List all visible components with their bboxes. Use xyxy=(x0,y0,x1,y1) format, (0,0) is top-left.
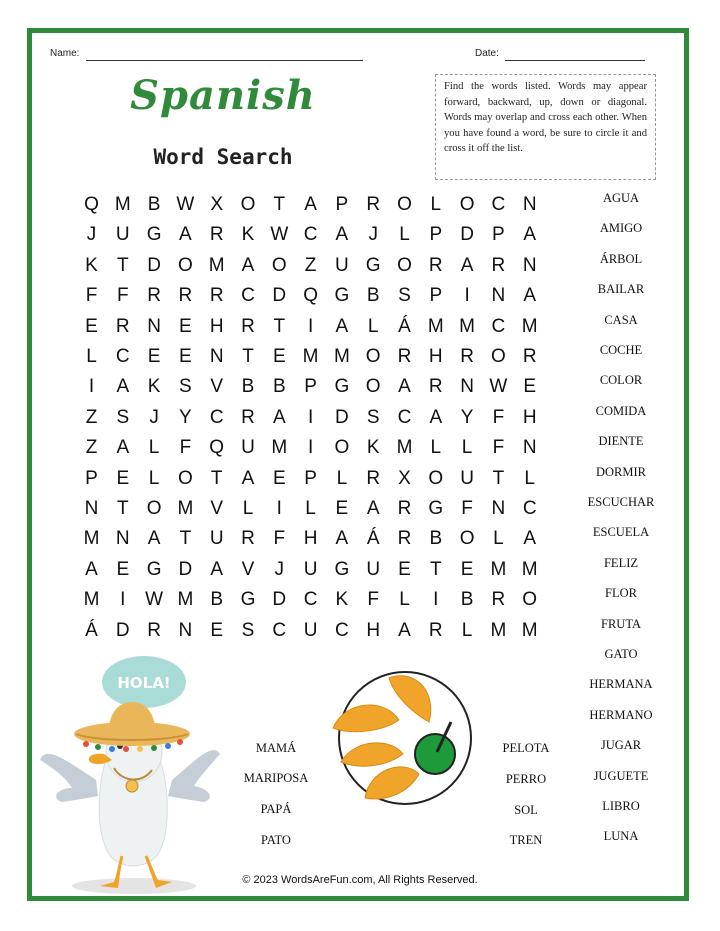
grid-letter[interactable]: M xyxy=(302,346,319,367)
grid-letter[interactable]: D xyxy=(178,558,193,580)
grid-letter[interactable]: C xyxy=(397,406,412,428)
name-line xyxy=(86,60,363,61)
grid-letter[interactable]: X xyxy=(398,467,411,489)
word-list-item: HERMANA xyxy=(589,677,653,692)
grid-letter[interactable]: F xyxy=(492,406,505,428)
grid-letter[interactable]: M xyxy=(208,254,225,276)
grid-letter[interactable]: V xyxy=(210,498,224,519)
grid-letter[interactable]: S xyxy=(116,406,130,428)
grid-letter[interactable]: O xyxy=(178,254,193,276)
grid-letter[interactable]: F xyxy=(273,528,286,550)
grid-letter[interactable]: A xyxy=(116,437,130,459)
grid-letter[interactable]: B xyxy=(241,376,255,398)
grid-letter[interactable]: R xyxy=(241,528,255,550)
grid-letter[interactable]: R xyxy=(397,498,412,519)
grid-letter[interactable]: L xyxy=(86,346,97,367)
grid-letter[interactable]: I xyxy=(307,437,314,459)
word-list-item: LIBRO xyxy=(602,799,640,813)
grid-letter[interactable]: A xyxy=(523,528,537,550)
word-list-item: COLOR xyxy=(599,373,643,388)
grid-letter[interactable]: I xyxy=(276,498,282,519)
grid-letter[interactable]: I xyxy=(464,285,470,307)
grid-letter[interactable]: G xyxy=(146,558,162,580)
word-perro: PERRO xyxy=(505,772,547,786)
grid-letter[interactable]: M xyxy=(83,589,100,611)
grid-letter[interactable]: C xyxy=(335,619,349,641)
grid-letter[interactable]: U xyxy=(209,528,224,550)
word-mariposa: MARIPOSA xyxy=(243,771,309,785)
grid-letter[interactable]: A xyxy=(335,224,349,246)
grid-letter[interactable]: O xyxy=(459,528,475,550)
empanada-plate-illustration xyxy=(325,658,475,808)
grid-letter[interactable]: A xyxy=(179,224,192,246)
grid-letter[interactable]: B xyxy=(272,376,286,398)
grid-letter[interactable]: W xyxy=(145,589,164,611)
grid-letter[interactable]: Z xyxy=(304,254,317,276)
grid-letter[interactable]: C xyxy=(491,194,506,215)
grid-letter[interactable]: D xyxy=(460,224,474,246)
copyright-footer: © 2023 WordsAreFun.com, All Rights Reserved. xyxy=(242,874,478,886)
page-subtitle: Word Search xyxy=(153,145,293,169)
grid-letter[interactable]: R xyxy=(241,315,255,337)
grid-letter[interactable]: P xyxy=(304,376,317,398)
word-mama: MAMÁ xyxy=(255,741,297,755)
grid-letter[interactable]: M xyxy=(271,437,288,459)
grid-letter[interactable]: B xyxy=(147,194,161,215)
grid-letter[interactable]: L xyxy=(367,315,379,337)
grid-letter[interactable]: D xyxy=(115,619,130,641)
grid-letter[interactable]: L xyxy=(242,498,254,519)
grid-letter[interactable]: R xyxy=(397,528,412,550)
grid-letter[interactable]: R xyxy=(209,285,224,307)
grid-letter[interactable]: E xyxy=(116,467,130,489)
grid-letter[interactable]: B xyxy=(210,589,224,611)
grid-letter[interactable]: D xyxy=(272,589,287,611)
grid-letter[interactable]: S xyxy=(179,376,192,398)
grid-letter[interactable]: K xyxy=(147,376,161,398)
grid-letter[interactable]: C xyxy=(209,406,224,428)
duck-sombrero-illustration xyxy=(36,650,226,900)
grid-letter[interactable]: G xyxy=(334,558,350,580)
grid-letter[interactable]: M xyxy=(521,315,538,337)
grid-letter[interactable]: E xyxy=(272,467,286,489)
grid-letter[interactable]: Á xyxy=(366,528,380,550)
grid-letter[interactable]: A xyxy=(335,528,349,550)
grid-letter[interactable]: O xyxy=(365,376,381,398)
grid-letter[interactable]: Z xyxy=(85,437,98,459)
grid-letter[interactable]: F xyxy=(367,589,379,611)
grid-letter[interactable]: E xyxy=(179,315,192,337)
grid-letter[interactable]: S xyxy=(366,406,380,428)
grid-letter[interactable]: F xyxy=(179,437,192,459)
grid-letter[interactable]: K xyxy=(366,437,380,459)
grid-letter[interactable]: I xyxy=(307,406,314,428)
grid-letter[interactable]: A xyxy=(429,406,443,428)
grid-letter[interactable]: M xyxy=(490,558,507,580)
word-list-item: GATO xyxy=(604,647,638,661)
grid-letter[interactable]: F xyxy=(116,285,129,307)
grid-letter[interactable]: R xyxy=(366,467,381,489)
grid-letter[interactable]: R xyxy=(428,254,443,276)
grid-letter[interactable]: R xyxy=(428,619,443,641)
grid-letter[interactable]: D xyxy=(335,406,349,428)
grid-letter[interactable]: M xyxy=(521,619,538,641)
grid-letter[interactable]: C xyxy=(491,315,506,337)
grid-letter[interactable]: R xyxy=(147,285,161,307)
grid-letter[interactable]: A xyxy=(210,558,224,580)
grid-letter[interactable]: O xyxy=(271,254,287,276)
grid-letter[interactable]: F xyxy=(85,285,98,307)
grid-letter[interactable]: E xyxy=(179,346,192,367)
word-pato: PATO xyxy=(261,833,291,847)
grid-letter[interactable]: W xyxy=(489,376,508,398)
grid-letter[interactable]: E xyxy=(85,315,98,337)
grid-letter[interactable]: O xyxy=(240,194,256,215)
grid-letter[interactable]: O xyxy=(146,498,162,519)
word-list-item: ESCUCHAR xyxy=(587,495,655,509)
grid-letter[interactable]: N xyxy=(491,498,506,519)
grid-letter[interactable]: E xyxy=(335,498,349,519)
grid-letter[interactable]: N xyxy=(460,376,474,398)
grid-letter[interactable]: O xyxy=(491,346,506,367)
grid-letter[interactable]: A xyxy=(147,528,161,550)
grid-letter[interactable]: A xyxy=(366,498,380,519)
grid-letter[interactable]: E xyxy=(210,619,224,641)
grid-letter[interactable]: A xyxy=(398,619,411,641)
grid-letter[interactable]: R xyxy=(366,194,381,215)
word-list-item: JUGUETE xyxy=(593,768,649,783)
grid-letter[interactable]: O xyxy=(522,589,538,611)
word-list-item: LUNA xyxy=(603,829,639,844)
grid-letter[interactable]: M xyxy=(83,528,100,550)
grid-letter[interactable]: R xyxy=(491,589,506,611)
grid-letter[interactable]: O xyxy=(397,194,412,215)
grid-letter[interactable]: R xyxy=(428,376,443,398)
grid-letter[interactable]: S xyxy=(241,619,255,641)
salsa-bowl-icon xyxy=(415,734,455,774)
grid-letter[interactable]: N xyxy=(84,498,99,519)
grid-letter[interactable]: O xyxy=(459,194,475,215)
word-list-item: HERMANO xyxy=(589,707,653,722)
grid-letter[interactable]: Q xyxy=(84,194,99,215)
grid-letter[interactable]: V xyxy=(241,558,255,580)
grid-letter[interactable]: C xyxy=(522,498,537,519)
grid-letter[interactable]: K xyxy=(85,254,98,276)
grid-letter[interactable]: N xyxy=(209,346,224,367)
grid-letter[interactable]: W xyxy=(176,194,195,215)
grid-letter[interactable]: N xyxy=(522,194,537,215)
date-line xyxy=(505,60,645,61)
word-tren: TREN xyxy=(509,833,543,847)
grid-letter[interactable]: T xyxy=(273,315,286,337)
grid-letter[interactable]: P xyxy=(429,285,443,307)
grid-letter[interactable]: J xyxy=(149,406,159,428)
grid-letter[interactable]: T xyxy=(116,254,129,276)
word-list-item: COCHE xyxy=(599,343,643,357)
grid-letter[interactable]: T xyxy=(116,498,129,519)
grid-letter[interactable]: R xyxy=(491,254,506,276)
grid-letter[interactable]: F xyxy=(461,498,473,519)
grid-letter[interactable]: H xyxy=(366,619,381,641)
grid-letter[interactable]: L xyxy=(461,619,473,641)
grid-letter[interactable]: C xyxy=(241,285,255,307)
grid-letter[interactable]: M xyxy=(333,346,350,367)
grid-letter[interactable]: T xyxy=(429,558,442,580)
grid-letter[interactable]: M xyxy=(459,315,475,337)
grid-letter[interactable]: R xyxy=(460,346,474,367)
grid-letter[interactable]: N xyxy=(491,285,506,307)
grid-letter[interactable]: T xyxy=(273,194,286,215)
grid-letter[interactable]: U xyxy=(115,224,130,246)
grid-letter[interactable]: L xyxy=(148,437,160,459)
grid-letter[interactable]: O xyxy=(178,467,193,489)
grid-letter[interactable]: V xyxy=(210,376,224,398)
grid-letter[interactable]: M xyxy=(177,498,194,519)
grid-letter[interactable]: E xyxy=(116,558,130,580)
grid-letter[interactable]: L xyxy=(461,437,473,459)
grid-letter[interactable]: M xyxy=(521,558,538,580)
word-list-item: COMIDA xyxy=(595,403,647,418)
grid-letter[interactable]: E xyxy=(272,346,286,367)
grid-letter[interactable]: A xyxy=(241,467,255,489)
grid-letter[interactable]: Z xyxy=(85,406,98,428)
grid-letter[interactable]: I xyxy=(307,315,314,337)
word-list-item: AMIGO xyxy=(599,221,643,236)
grid-letter[interactable]: G xyxy=(146,224,162,246)
grid-letter[interactable]: U xyxy=(303,619,318,641)
grid-letter[interactable]: B xyxy=(429,528,443,550)
grid-letter[interactable]: M xyxy=(177,589,194,611)
word-papa: PAPÁ xyxy=(260,802,292,816)
grid-letter[interactable]: S xyxy=(398,285,411,307)
grid-letter[interactable]: P xyxy=(85,467,98,489)
grid-letter[interactable]: L xyxy=(305,498,316,519)
grid-letter[interactable]: E xyxy=(523,376,537,398)
grid-letter[interactable]: U xyxy=(460,467,474,489)
grid-letter[interactable]: N xyxy=(522,437,537,459)
grid-letter[interactable]: A xyxy=(460,254,474,276)
grid-letter[interactable]: A xyxy=(523,285,537,307)
grid-letter[interactable]: L xyxy=(430,437,442,459)
instructions-box: Find the words listed. Words may appear forward, backward, up, down or diagonal. Words may overlap and cross each other. When you have found a word, be sure to circle it and cross it off the list. xyxy=(435,74,656,180)
grid-letter[interactable]: L xyxy=(399,224,410,246)
grid-letter[interactable]: B xyxy=(460,589,474,611)
grid-letter[interactable]: L xyxy=(493,528,504,550)
grid-letter[interactable]: A xyxy=(398,376,411,398)
grid-letter[interactable]: H xyxy=(209,315,224,337)
grid-letter[interactable]: Q xyxy=(303,285,318,307)
grid-letter[interactable]: P xyxy=(304,467,317,489)
grid-letter[interactable]: E xyxy=(460,558,474,580)
grid-letter[interactable]: H xyxy=(428,346,443,367)
grid-letter[interactable]: U xyxy=(366,558,381,580)
grid-letter[interactable]: R xyxy=(178,285,193,307)
grid-letter[interactable]: R xyxy=(241,406,255,428)
speech-bubble-text: HOLA! xyxy=(117,674,171,692)
grid-letter[interactable]: O xyxy=(365,346,381,367)
grid-letter[interactable]: A xyxy=(523,224,537,246)
grid-letter[interactable]: I xyxy=(433,589,439,611)
grid-letter[interactable]: A xyxy=(272,406,286,428)
grid-letter[interactable]: P xyxy=(335,194,349,215)
word-list-item: ESCUELA xyxy=(592,525,650,540)
grid-letter[interactable]: Á xyxy=(398,315,411,337)
grid-letter[interactable]: O xyxy=(334,437,350,459)
word-list-item: FLOR xyxy=(605,586,637,601)
grid-letter[interactable]: Q xyxy=(209,437,225,459)
name-label: Name: xyxy=(50,48,80,59)
grid-letter[interactable]: C xyxy=(303,589,318,611)
grid-letter[interactable]: U xyxy=(303,558,318,580)
grid-letter[interactable]: L xyxy=(524,467,535,489)
grid-letter[interactable]: R xyxy=(115,315,130,337)
grid-letter[interactable]: Y xyxy=(179,406,192,428)
grid-letter[interactable]: O xyxy=(397,254,412,276)
grid-letter[interactable]: I xyxy=(120,589,126,611)
grid-letter[interactable]: N xyxy=(178,619,193,641)
grid-letter[interactable]: G xyxy=(334,376,350,398)
grid-letter[interactable]: D xyxy=(147,254,161,276)
grid-letter[interactable]: A xyxy=(335,315,349,337)
grid-letter[interactable]: K xyxy=(335,589,349,611)
grid-letter[interactable]: G xyxy=(334,285,350,307)
grid-letter[interactable]: R xyxy=(209,224,224,246)
date-label: Date: xyxy=(475,48,499,59)
grid-letter[interactable]: G xyxy=(240,589,256,611)
grid-letter[interactable]: L xyxy=(336,467,348,489)
grid-letter[interactable]: K xyxy=(241,224,255,246)
grid-letter[interactable]: O xyxy=(428,467,444,489)
grid-letter[interactable]: I xyxy=(88,376,95,398)
grid-letter[interactable]: Á xyxy=(85,619,98,641)
grid-letter[interactable]: A xyxy=(241,254,255,276)
word-list-item: FRUTA xyxy=(601,616,641,631)
grid-letter[interactable]: T xyxy=(179,528,192,550)
word-list-item: FELIZ xyxy=(603,555,639,570)
grid-letter[interactable]: Y xyxy=(460,406,474,428)
grid-letter[interactable]: M xyxy=(114,194,131,215)
grid-letter[interactable]: A xyxy=(116,376,130,398)
grid-letter[interactable]: R xyxy=(522,346,537,367)
grid-letter[interactable]: J xyxy=(274,558,285,580)
grid-letter[interactable]: R xyxy=(147,619,161,641)
word-sol: SOL xyxy=(514,803,538,817)
word-list-item: DIENTE xyxy=(598,434,644,449)
grid-letter[interactable]: G xyxy=(365,254,381,276)
grid-letter[interactable]: C xyxy=(115,346,130,367)
grid-letter[interactable]: R xyxy=(397,346,412,367)
grid-letter[interactable]: C xyxy=(272,619,287,641)
grid-letter[interactable]: T xyxy=(492,467,505,489)
grid-letter[interactable]: M xyxy=(490,619,507,641)
grid-letter[interactable]: L xyxy=(430,194,442,215)
grid-letter[interactable]: J xyxy=(368,224,378,246)
grid-letter[interactable]: H xyxy=(522,406,537,428)
word-list-item: CASA xyxy=(604,312,638,327)
grid-letter[interactable]: L xyxy=(399,589,410,611)
grid-letter[interactable]: X xyxy=(210,194,224,215)
grid-letter[interactable]: A xyxy=(304,194,317,215)
grid-letter[interactable]: M xyxy=(396,437,413,459)
grid-letter[interactable]: N xyxy=(115,528,130,550)
word-list-item: ÁRBOL xyxy=(599,251,643,266)
grid-letter[interactable]: E xyxy=(147,346,161,367)
grid-letter[interactable]: N xyxy=(522,254,537,276)
word-list-item: JUGAR xyxy=(600,738,642,753)
word-pelota: PELOTA xyxy=(502,741,550,755)
grid-letter[interactable]: F xyxy=(492,437,505,459)
grid-letter[interactable]: W xyxy=(270,224,289,246)
grid-letter[interactable]: T xyxy=(242,346,254,367)
grid-letter[interactable]: B xyxy=(366,285,380,307)
page-title: Spanish xyxy=(130,72,316,119)
grid-letter[interactable]: N xyxy=(147,315,161,337)
grid-letter[interactable]: M xyxy=(427,315,444,337)
grid-letter[interactable]: P xyxy=(429,224,443,246)
grid-letter[interactable]: U xyxy=(335,254,349,276)
grid-letter[interactable]: E xyxy=(398,558,411,580)
grid-letter[interactable]: C xyxy=(303,224,318,246)
grid-letter[interactable]: G xyxy=(428,498,444,519)
grid-letter[interactable]: L xyxy=(148,467,160,489)
word-list-item: DORMIR xyxy=(595,464,646,479)
grid-letter[interactable]: A xyxy=(85,558,98,580)
grid-letter[interactable]: H xyxy=(303,528,318,550)
grid-letter[interactable]: D xyxy=(272,285,287,307)
grid-letter[interactable]: P xyxy=(492,224,505,246)
word-list-item: BAILAR xyxy=(597,282,645,297)
word-list-item: AGUA xyxy=(602,191,640,205)
grid-letter[interactable]: U xyxy=(241,437,255,459)
grid-letter[interactable]: T xyxy=(210,467,223,489)
grid-letter[interactable]: J xyxy=(86,224,97,246)
